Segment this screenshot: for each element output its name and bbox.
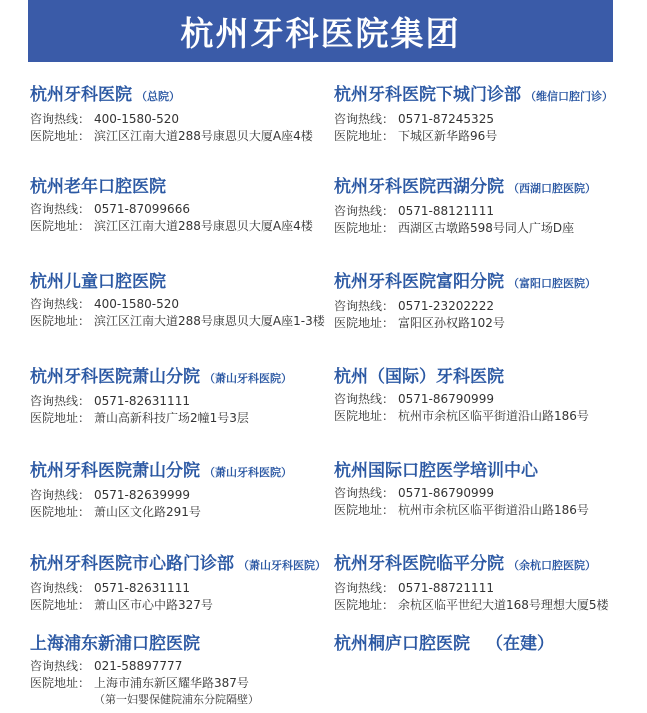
phone-label: 咨询热线： bbox=[334, 204, 395, 218]
address-label: 医院地址： bbox=[334, 129, 395, 143]
hospital-name: 杭州牙科医院下城门诊部 bbox=[334, 85, 521, 105]
phone-line bbox=[30, 296, 325, 313]
hospital-tag: （富阳口腔医院） bbox=[508, 277, 596, 290]
hospital-tag: （余杭口腔医院） bbox=[508, 559, 596, 572]
hospital-name: 杭州（国际）牙科医院 bbox=[334, 367, 504, 387]
hospital-name: 杭州牙科医院西湖分院 bbox=[334, 177, 504, 197]
hospital-tag: （维信口腔门诊） bbox=[525, 90, 613, 103]
address-value: 下城区新华路96号 bbox=[398, 129, 498, 143]
phone-value: 400-1580-520 bbox=[94, 112, 180, 126]
address-note: （第一妇婴保健院浦东分院隔壁） bbox=[94, 693, 259, 706]
hospital-card bbox=[334, 84, 613, 145]
address-label: 医院地址： bbox=[30, 676, 91, 690]
header-banner bbox=[28, 0, 613, 62]
hospital-name-row bbox=[334, 633, 554, 655]
phone-value: 0571-88121111 bbox=[398, 204, 494, 218]
phone-label: 咨询热线： bbox=[334, 392, 395, 406]
hospital-card bbox=[30, 176, 313, 235]
phone-line bbox=[334, 485, 589, 502]
address-label: 医院地址： bbox=[30, 411, 91, 425]
address-value: 余杭区临平世纪大道168号理想大厦5楼 bbox=[398, 598, 609, 612]
hospital-name-row bbox=[334, 176, 596, 200]
hospital-card bbox=[30, 84, 313, 145]
phone-line bbox=[30, 393, 292, 410]
address-line bbox=[30, 128, 313, 145]
address-line bbox=[334, 597, 609, 614]
phone-value: 0571-86790999 bbox=[398, 392, 494, 406]
hospital-card bbox=[334, 176, 596, 237]
address-line bbox=[334, 315, 596, 332]
hospital-tag: （西湖口腔医院） bbox=[508, 182, 596, 195]
address-line bbox=[30, 218, 313, 235]
hospital-name-row bbox=[30, 271, 325, 293]
phone-label: 咨询热线： bbox=[30, 202, 91, 216]
phone-label: 咨询热线： bbox=[30, 112, 91, 126]
address-line bbox=[334, 220, 596, 237]
hospital-name-row bbox=[30, 633, 259, 655]
hospital-card bbox=[334, 460, 589, 519]
phone-line bbox=[30, 580, 326, 597]
address-label: 医院地址： bbox=[30, 598, 91, 612]
hospital-card bbox=[334, 553, 609, 614]
phone-line bbox=[334, 298, 596, 315]
hospital-name: 杭州国际口腔医学培训中心 bbox=[334, 461, 538, 481]
address-line bbox=[30, 597, 326, 614]
hospital-name: 杭州牙科医院萧山分院 bbox=[30, 367, 200, 387]
hospital-name-row bbox=[30, 553, 326, 577]
phone-label: 咨询热线： bbox=[334, 112, 395, 126]
hospital-name-row bbox=[334, 553, 609, 577]
hospital-card bbox=[334, 366, 589, 425]
address-label: 医院地址： bbox=[30, 129, 91, 143]
phone-label: 咨询热线： bbox=[30, 488, 91, 502]
phone-value: 0571-23202222 bbox=[398, 299, 494, 313]
hospital-tag: （萧山牙科医院） bbox=[238, 559, 326, 572]
address-value: 萧山高新科技广场2幢1号3层 bbox=[94, 411, 249, 425]
phone-line bbox=[30, 111, 313, 128]
page-title: 杭州牙科医院集团 bbox=[180, 13, 461, 53]
hospital-name: 杭州牙科医院萧山分院 bbox=[30, 461, 200, 481]
hospital-card bbox=[30, 366, 292, 427]
address-label: 医院地址： bbox=[334, 221, 395, 235]
address-label: 医院地址： bbox=[334, 598, 395, 612]
phone-label: 咨询热线： bbox=[30, 297, 91, 311]
phone-value: 0571-86790999 bbox=[398, 486, 494, 500]
address-label: 医院地址： bbox=[334, 409, 395, 423]
address-line bbox=[334, 502, 589, 519]
address-value: 滨江区江南大道288号康恩贝大厦A座1-3楼 bbox=[94, 314, 325, 328]
hospital-tag: （总院） bbox=[136, 90, 180, 103]
hospital-name-row bbox=[334, 84, 613, 108]
address-value: 杭州市余杭区临平街道沿山路186号 bbox=[398, 503, 589, 517]
address-value: 萧山区文化路291号 bbox=[94, 505, 201, 519]
address-value: 萧山区市心中路327号 bbox=[94, 598, 213, 612]
address-value: 富阳区孙权路102号 bbox=[398, 316, 505, 330]
hospital-name: 杭州桐庐口腔医院 bbox=[334, 634, 470, 654]
hospital-name: 杭州牙科医院富阳分院 bbox=[334, 272, 504, 292]
hospital-name-row bbox=[334, 460, 589, 482]
phone-line bbox=[334, 111, 613, 128]
address-label: 医院地址： bbox=[334, 503, 395, 517]
hospital-tag: （萧山牙科医院） bbox=[204, 466, 292, 479]
hospital-name: 杭州牙科医院市心路门诊部 bbox=[30, 554, 234, 574]
address-line bbox=[334, 128, 613, 145]
hospital-name: 杭州牙科医院临平分院 bbox=[334, 554, 504, 574]
phone-value: 0571-87245325 bbox=[398, 112, 494, 126]
address-line bbox=[30, 504, 292, 521]
phone-value: 0571-82631111 bbox=[94, 581, 190, 595]
hospital-name-row bbox=[334, 271, 596, 295]
hospital-card bbox=[334, 271, 596, 332]
phone-value: 400-1580-520 bbox=[94, 297, 180, 311]
phone-label: 咨询热线： bbox=[334, 299, 395, 313]
address-label: 医院地址： bbox=[30, 505, 91, 519]
hospital-name: 杭州老年口腔医院 bbox=[30, 177, 166, 197]
phone-value: 0571-87099666 bbox=[94, 202, 190, 216]
address-value: 上海市浦东新区耀华路387号 bbox=[94, 676, 249, 690]
phone-label: 咨询热线： bbox=[334, 486, 395, 500]
hospital-name: 杭州牙科医院 bbox=[30, 85, 132, 105]
hospital-card bbox=[30, 460, 292, 521]
hospital-status: （在建） bbox=[486, 634, 554, 654]
hospital-name: 上海浦东新浦口腔医院 bbox=[30, 634, 200, 654]
phone-line bbox=[30, 658, 259, 675]
hospital-tag: （萧山牙科医院） bbox=[204, 372, 292, 385]
address-line bbox=[30, 675, 259, 692]
hospital-name-row bbox=[334, 366, 589, 388]
address-value: 西湖区古墩路598号同人广场D座 bbox=[398, 221, 575, 235]
hospital-card bbox=[30, 553, 326, 614]
hospital-name-row bbox=[30, 460, 292, 484]
phone-line bbox=[30, 487, 292, 504]
address-label: 医院地址： bbox=[334, 316, 395, 330]
phone-line bbox=[334, 580, 609, 597]
phone-value: 021-58897777 bbox=[94, 659, 183, 673]
hospital-name: 杭州儿童口腔医院 bbox=[30, 272, 166, 292]
phone-line bbox=[334, 203, 596, 220]
address-label: 医院地址： bbox=[30, 314, 91, 328]
hospital-name-row bbox=[30, 176, 313, 198]
address-line bbox=[30, 313, 325, 330]
hospital-card bbox=[30, 271, 325, 330]
phone-label: 咨询热线： bbox=[334, 581, 395, 595]
phone-label: 咨询热线： bbox=[30, 659, 91, 673]
address-value: 滨江区江南大道288号康恩贝大厦A座4楼 bbox=[94, 219, 313, 233]
hospital-card bbox=[30, 633, 259, 707]
address-label: 医院地址： bbox=[30, 219, 91, 233]
phone-value: 0571-82639999 bbox=[94, 488, 190, 502]
address-line bbox=[334, 408, 589, 425]
address-line bbox=[30, 410, 292, 427]
phone-line bbox=[334, 391, 589, 408]
hospital-card bbox=[334, 633, 554, 655]
address-value: 滨江区江南大道288号康恩贝大厦A座4楼 bbox=[94, 129, 313, 143]
phone-label: 咨询热线： bbox=[30, 581, 91, 595]
hospital-name-row bbox=[30, 84, 313, 108]
phone-value: 0571-82631111 bbox=[94, 394, 190, 408]
phone-label: 咨询热线： bbox=[30, 394, 91, 408]
phone-value: 0571-88721111 bbox=[398, 581, 494, 595]
hospital-name-row bbox=[30, 366, 292, 390]
phone-line bbox=[30, 201, 313, 218]
address-value: 杭州市余杭区临平街道沿山路186号 bbox=[398, 409, 589, 423]
